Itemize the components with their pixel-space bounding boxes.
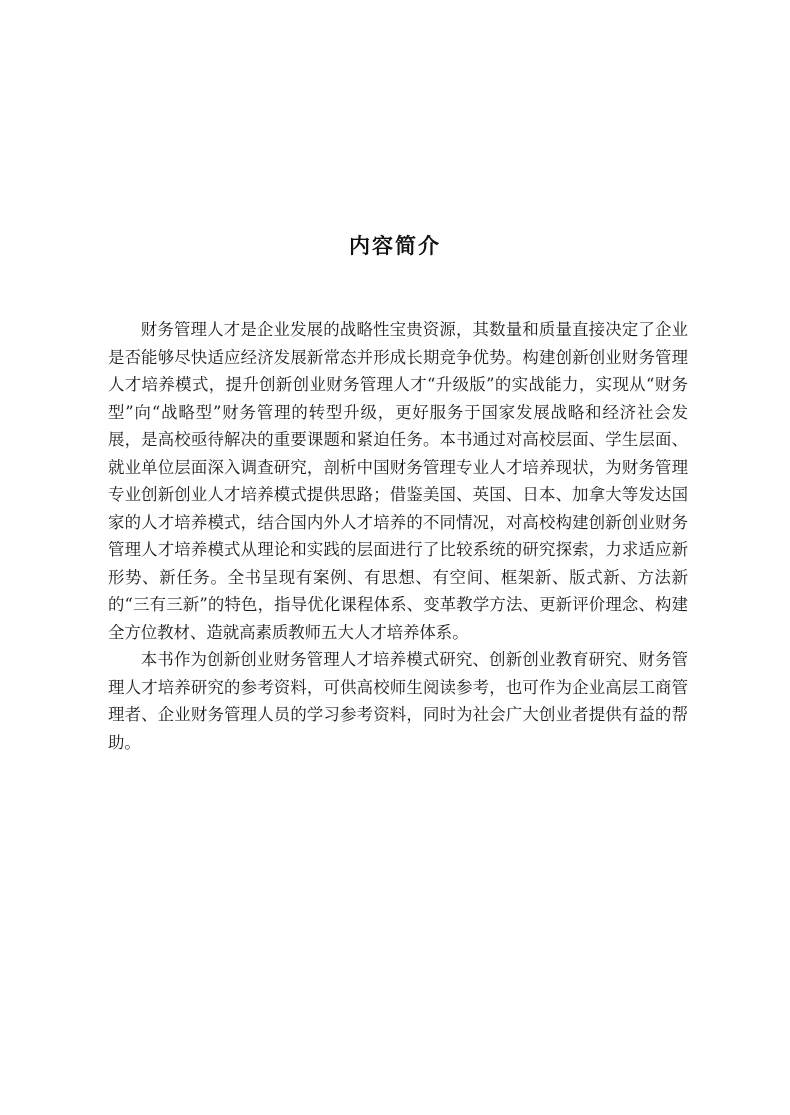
paragraph-1: 财务管理人才是企业发展的战略性宝贵资源，其数量和质量直接决定了企业是否能够尽快适应经济发展新常态并形成长期竞争优势。构建创新创业财务管理人才培养模式，提升创新创业财务管理人才“升级版”的实战能力，实现从“财务型”向“战略型”财务管理的转型升级，更好服务于国家发展战略和经济社会发展，是高校亟待解决的重要课题和紧迫任务。本书通过对高校层面、学生层面、就业单位层面深入调查研究，剖析中国财务管理专业人才培养现状，为财务管理专业创新创业人才培养模式提供思路；借鉴美国、英国、日本、加拿大等发达国家的人才培养模式，结合国内外人才培养的不同情况，对高校构建创新创业财务管理人才培养模式从理论和实践的层面进行了比较系统的研究探索，力求适应新形势、新任务。全书呈现有案例、有思想、有空间、框架新、版式新、方法新的“三有三新”的特色，指导优化课程体系、变革教学方法、更新评价理念、构建全方位教材、造就高素质教师五大人才培养体系。	[108, 320, 688, 642]
paragraph-2: 本书作为创新创业财务管理人才培养模式研究、创新创业教育研究、财务管理人才培养研究的参考资料，可供高校师生阅读参考，也可作为企业高层工商管理者、企业财务管理人员的学习参考资料，同时为社会广大创业者提供有益的帮助。	[108, 650, 688, 752]
body-text	[108, 316, 688, 756]
page-title: 内容简介	[349, 234, 441, 258]
